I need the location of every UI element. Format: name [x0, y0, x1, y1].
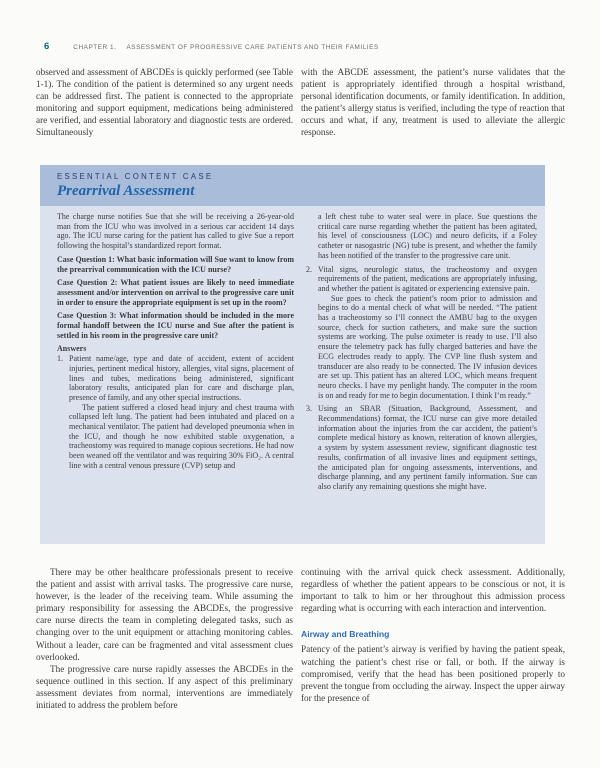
answer-2-text: Vital signs, neurologic status, the tracheostomy and oxygen requirements of the patient, medications are appropriately infusing, and whether the patient is agitated or experiencing extensive pain. — [318, 264, 537, 293]
answers-label: Answers — [57, 344, 87, 354]
answer-3-number: 3. — [306, 404, 312, 414]
case-question-1: Case Question 1: What basic information will Sue want to know from the prearrival communication with the ICU nurse? — [57, 254, 294, 274]
main-right-paragraph-2: Patency of the patient’s airway is verified by having the patient speak, watching the patient’s chest rise or fall, or both. If the airway is compromised, verify that the head has been positioned properly to prevent the tongue from occluding the airway. Inspect the upper airway for the presence of — [301, 644, 565, 703]
case-question-2: Case Question 2: What patient issues are likely to need immediate assessment and/or intervention on arrival to the progressive care unit in order to ensure the appropriate equipment is set up in the room? — [57, 278, 294, 307]
case-question-3: Case Question 3: What information should be included in the more formal handoff between the ICU nurse and Sue after the patient is settled in his room in the progressive care unit? — [57, 311, 294, 340]
main-right-column — [301, 566, 565, 704]
answer-2 — [306, 265, 537, 294]
answer-2-number: 2. — [306, 264, 312, 274]
answer-1-text: Patient name/age, type and date of accident, extent of accident injuries, pertinent medical history, allergies, vital signs, placement of lines and tubes, medications being administered, significant laboratory results, anticipated plan for care and discharge plan, presence of family, and any other special instructions. — [69, 354, 294, 402]
case-box-header-band — [40, 165, 545, 206]
chapter-title: ASSESSMENT OF PROGRESSIVE CARE PATIENTS AND THEIR FAMILIES — [126, 44, 379, 51]
intro-right-column — [301, 66, 565, 139]
page-number: 6 — [44, 41, 50, 52]
chapter-heading — [73, 44, 378, 51]
running-head — [44, 41, 379, 52]
answer-1-continuation: The patient suffered a closed head injury and chest trauma with collapsed left lung. The patient had been intubated and placed on a mechanical ventilator. The patient had developed pneumonia when in the ICU, and though he now exhibited stable oxygenation, a tracheostomy was required to manage copious secretions. He had now been weaned off the ventilator and was requiring 30% FiO₂. A central line with a central venous pressure (CVP) setup and — [69, 402, 294, 470]
answer-1-number: 1. — [57, 354, 63, 364]
airway-and-breathing-heading: Airway and Breathing — [301, 629, 390, 640]
intro-left-paragraph: observed and assessment of ABCDEs is quickly performed (see Table 1-1). The condition of the patient is determined so any urgent needs can be addressed first. The patient is connected to the appropriate monitoring and support equipment, medications being administered are verified, and essential laboratory and diagnostic tests are ordered. Simultaneously — [36, 67, 293, 138]
case-intro-paragraph: The charge nurse notifies Sue that she will be receiving a 26-year-old man from the ICU who was involved in a serious car accident 14 days ago. The ICU nurse caring for the patient has called to give Sue a report following the hospital’s standardized report format. — [57, 212, 294, 251]
intro-right-paragraph: with the ABCDE assessment, the patient’s nurse validates that the patient is appropriately identified through a hospital wristband, personal identification documents, or family identification. In addition, the patient’s allergy status is verified, including the type of reaction that occurs and what, if any, treatment is used to alleviate the allergic response. — [301, 67, 565, 138]
answer-1-carryover: a left chest tube to water seal were in place. Sue questions the critical care nurse regarding whether the patient has been agitated, his level of consciousness (LOC) and neuro deficits, if a Foley catheter or nasogastric (NG) tube is present, and whether the family has been notified of the transfer to the progressive care unit. — [318, 212, 537, 260]
main-left-paragraph-1: There may be other healthcare professionals present to receive the patient and assist with arrival tasks. The progressive care nurse, however, is the leader of the receiving team. While assuming the primary responsibility for assessing the ABCDEs, the progressive care nurse directs the team in completing delegated tasks, such as changing over to the unit equipment or attaching monitoring cables. Without a leader, care can be fragmented and vital assessment clues overlooked. — [36, 567, 293, 662]
case-box-eyebrow: ESSENTIAL CONTENT CASE — [57, 172, 214, 181]
main-left-column — [36, 566, 293, 711]
answer-3-text: Using an SBAR (Situation, Background, Assessment, and Recommendations) format, the ICU nurse can give more detailed information about the injuries from the car accident, the patient’s complete medical history as known, reiteration of known allergies, a system by system assessment review, significant diagnostic test results, confirmation of all invasive lines and equipment settings, the anticipated plan for ongoing assessments, interventions, and discharge planning, and any pertinent family information. Sue can also clarify any remaining questions she might have. — [318, 404, 537, 491]
main-right-paragraph-1: continuing with the arrival quick check assessment. Additionally, regardless of whether the patient appears to be conscious or not, it is important to talk to him or her throughout this admission process regarding what is occurring with each interaction and intervention. — [301, 567, 565, 614]
answer-2-continuation: Sue goes to check the patient’s room prior to admission and begins to do a mental check of what will be needed. “The patient has a tracheostomy so I’ll connect the AMBU bag to the oxygen source, check for suction catheters, and make sure the suction systems are working. The pulse oximeter is ready to use. I’ll also ensure the telemetry pack has fully charged batteries and have the ECG electrodes ready to apply. The CVP line flush system and transducer are also ready to be connected. The IV infusion devices are set up. This patient has an altered LOC, which means frequent neuro checks. I have my penlight handy. The computer in the room is on and ready for me to begin documentation. I think I’m ready.” — [318, 293, 537, 400]
case-box-left-column — [57, 212, 294, 492]
answer-3 — [306, 404, 537, 491]
chapter-label: CHAPTER 1. — [73, 44, 117, 51]
essential-content-case-box — [40, 165, 545, 544]
case-box-right-column — [306, 212, 537, 492]
main-left-paragraph-2: The progressive care nurse rapidly assesses the ABCDEs in the sequence outlined in this section. If any aspect of this preliminary assessment deviates from normal, interventions are immediately initiated to address the problem before — [36, 663, 293, 711]
intro-left-column — [36, 66, 293, 139]
answer-1 — [57, 354, 294, 403]
case-box-body — [40, 206, 545, 492]
case-box-title: Prearrival Assessment — [57, 183, 195, 199]
